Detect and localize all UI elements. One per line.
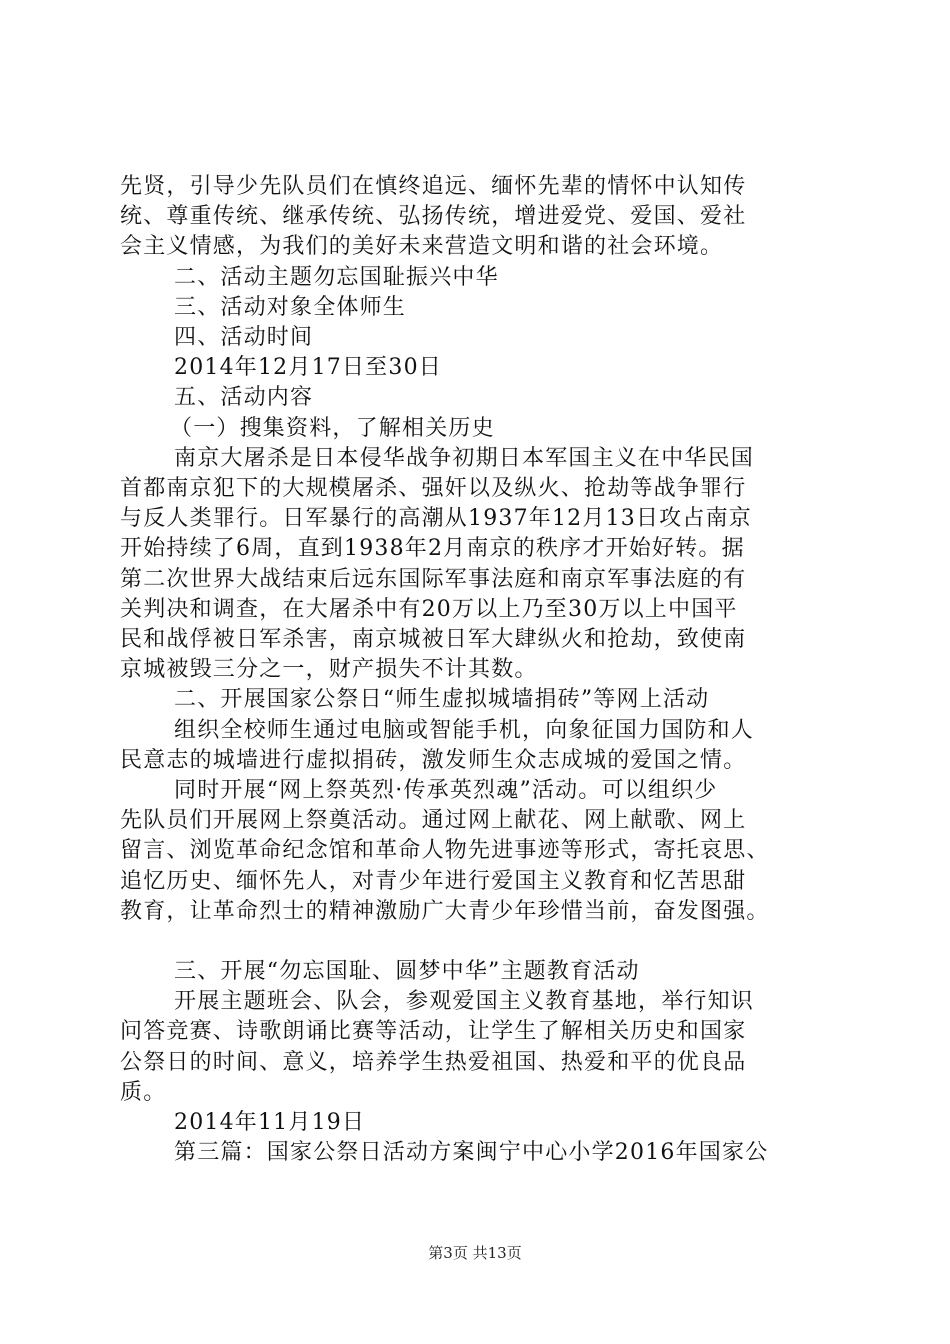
text-line: 质。 xyxy=(120,1079,167,1105)
section-heading: 四、活动时间 xyxy=(174,325,314,351)
text-line: 先贤，引导少先队员们在慎终追远、缅怀先辈的情怀中认知传 xyxy=(120,174,747,199)
paragraph-start: 开展主题班会、队会，参观爱国主义教育基地，举行知识 xyxy=(174,989,755,1015)
page-number: 第3页 共13页 xyxy=(428,1244,522,1262)
text-line: 追忆历史、缅怀先人，对青少年进行爱国主义教育和忆苦思甜 xyxy=(120,868,747,894)
section-heading: 五、活动内容 xyxy=(174,385,314,411)
text-line: 第二次世界大战结束后远东国际军事法庭和南京军事法庭的有 xyxy=(120,566,747,592)
text-line: 先队员们开展网上祭奠活动。通过网上献花、网上献歌、网上 xyxy=(120,808,747,834)
text-line: 公祭日的时间、意义，培养学生热爱祖国、热爱和平的优良品 xyxy=(120,1049,747,1075)
text-line: 统、尊重传统、继承传统、弘扬传统，增进爱党、爱国、爱社 xyxy=(120,204,747,230)
paragraph-start: 南京大屠杀是日本侵华战争初期日本军国主义在中华民国 xyxy=(174,445,755,471)
section-heading: 二、开展国家公祭日“师生虚拟城墙捐砖”等网上活动 xyxy=(174,687,710,713)
text-line: 京城被毁三分之一，财产损失不计其数。 xyxy=(120,657,538,683)
text-line: 开始持续了6周，直到1938年2月南京的秩序才开始好转。据 xyxy=(120,536,745,562)
date-line: 2014年11月19日 xyxy=(174,1110,366,1136)
text-line: 会主义情感，为我们的美好未来营造文明和谐的社会环境。 xyxy=(120,234,724,260)
text-line: 留言、浏览革命纪念馆和革命人物先进事迹等形式，寄托哀思、 xyxy=(120,838,770,864)
text-line: 首都南京犯下的大规模屠杀、强奸以及纵火、抢劫等战争罪行 xyxy=(120,476,747,502)
blank-line xyxy=(120,927,840,957)
subsection-heading: （一）搜集资料，了解相关历史 xyxy=(170,415,495,441)
date-line: 2014年12月17日至30日 xyxy=(174,355,442,381)
text-line: 问答竞赛、诗歌朗诵比赛等活动，让学生了解相关历史和国家 xyxy=(120,1019,747,1045)
text-line: 教育，让革命烈士的精神激励广大青少年珍惜当前，奋发图强。 xyxy=(120,898,770,924)
paragraph-start: 组织全校师生通过电脑或智能手机，向象征国力国防和人 xyxy=(174,717,755,743)
paragraph-start: 同时开展“网上祭英烈·传承英烈魂”活动。可以组织少 xyxy=(174,778,718,804)
text-line: 关判决和调查，在大屠杀中有20万以上乃至30万以上中国平 xyxy=(120,596,738,622)
document-body xyxy=(120,172,840,1169)
text-line: 民意志的城墙进行虚拟捐砖，激发师生众志成城的爱国之情。 xyxy=(120,747,747,773)
section-heading: 三、开展“勿忘国耻、圆梦中华”主题教育活动 xyxy=(174,959,640,985)
text-line: 与反人类罪行。日军暴行的高潮从1937年12月13日攻占南京 xyxy=(120,506,752,532)
section-heading: 三、活动对象全体师生 xyxy=(174,294,407,320)
text-line: 民和战俘被日军杀害，南京城被日军大肆纵火和抢劫，致使南 xyxy=(120,627,747,653)
section-heading: 第三篇：国家公祭日活动方案闽宁中心小学2016年国家公 xyxy=(174,1140,769,1166)
section-heading: 二、活动主题勿忘国耻振兴中华 xyxy=(174,264,499,290)
